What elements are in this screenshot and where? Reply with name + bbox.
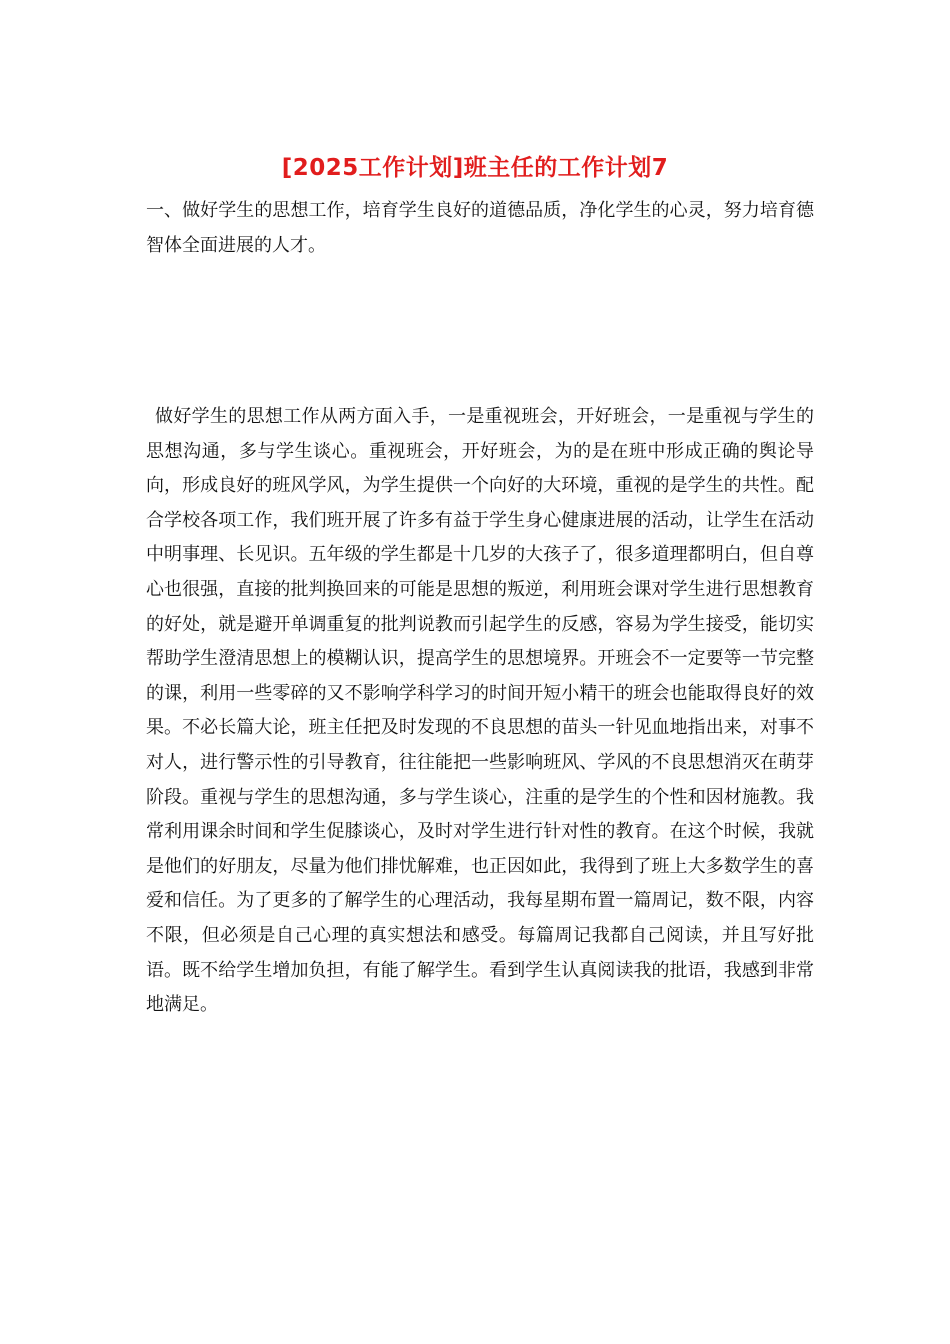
paragraph-intro: 一、做好学生的思想工作，培育学生良好的道德品质，净化学生的心灵，努力培育德智体全面进展的人才。 xyxy=(146,200,814,256)
document-title: [2025工作计划]班主任的工作计划7 xyxy=(281,155,669,181)
paragraph-body: 做好学生的思想工作从两方面入手，一是重视班会，开好班会，一是重视与学生的思想沟通，多与学生谈心。重视班会，开好班会，为的是在班中形成正确的舆论导向，形成良好的班风学风，为学生提供一个向好的大环境，重视的是学生的共性。配合学校各项工作，我们班开展了许多有益于学生身心健康进展的活动，让学生在活动中明事理、长见识。五年级的学生都是十几岁的大孩子了，很多道理都明白，但自尊心也很强，直接的批判换回来的可能是思想的叛逆，利用班会课对学生进行思想教育的好处，就是避开单调重复的批判说教而引起学生的反感，容易为学生接受，能切实帮助学生澄清思想上的模糊认识，提高学生的思想境界。开班会不一定要等一节完整的课，利用一些零碎的又不影响学科学习的时间开短小精干的班会也能取得良好的效果。不必长篇大论，班主任把及时发现的不良思想的苗头一针见血地指出来，对事不对人，进行警示性的引导教育，往往能把一些影响班风、学风的不良思想消灭在萌芽阶段。重视与学生的思想沟通，多与学生谈心，注重的是学生的个性和因材施教。我常利用课余时间和学生促膝谈心，及时对学生进行针对性的教育。在这个时候，我就是他们的好朋友，尽量为他们排忧解难，也正因如此，我得到了班上大多数学生的喜爱和信任。为了更多的了解学生的心理活动，我每星期布置一篇周记，数不限，内容不限，但必须是自己心理的真实想法和感受。每篇周记我都自己阅读，并且写好批语。既不给学生增加负担，有能了解学生。看到学生认真阅读我的批语，我感到非常地满足。 xyxy=(146,406,814,1016)
